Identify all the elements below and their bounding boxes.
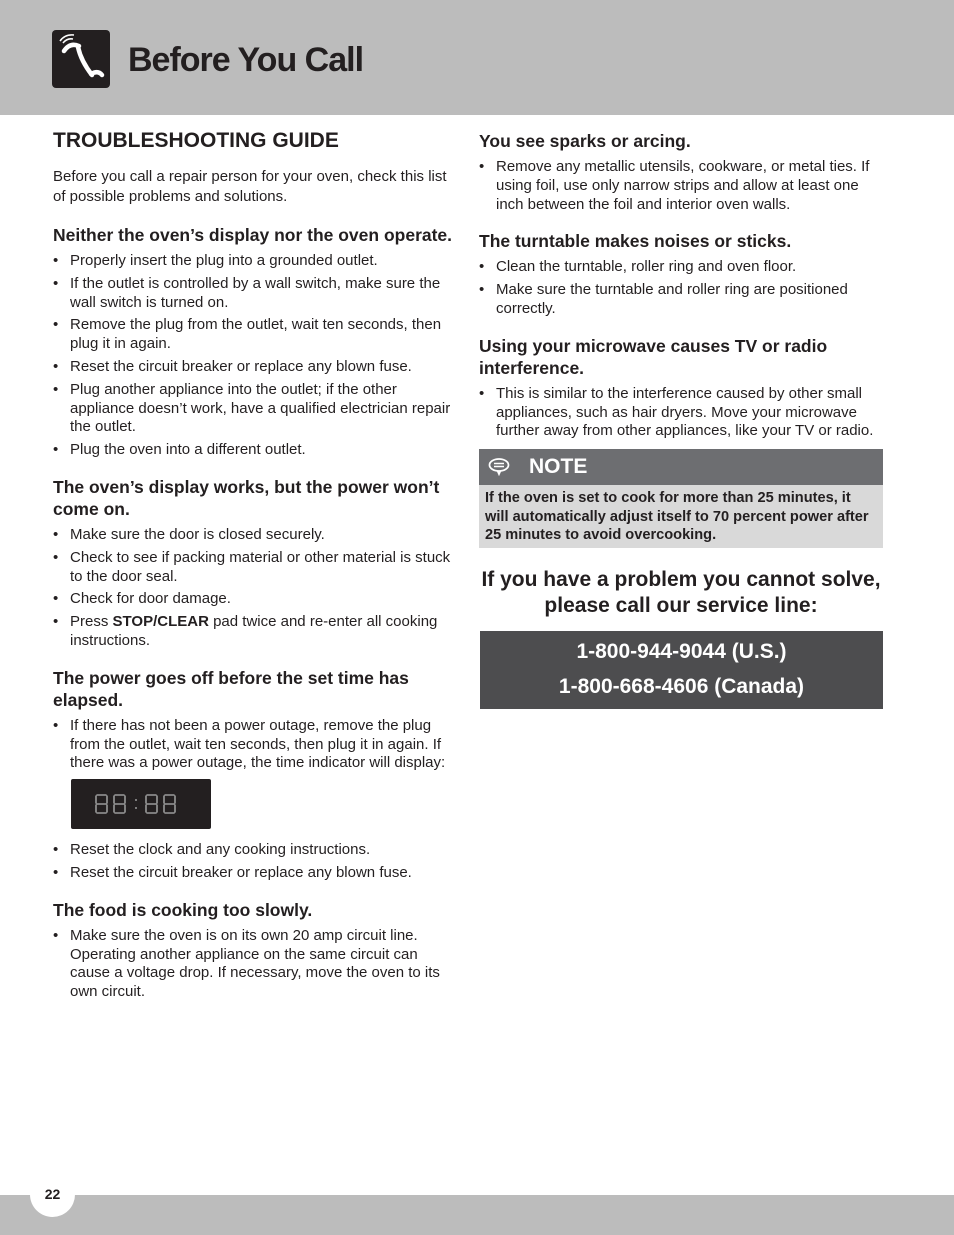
- list-item: • Clean the turntable, roller ring and oven floor.: [479, 258, 884, 277]
- phone-number-canada: 1-800-668-4606 (Canada): [558, 675, 805, 699]
- list-item: • Plug the oven into a different outlet.: [53, 441, 458, 460]
- section-heading: The turntable makes noises or sticks.: [479, 231, 792, 252]
- section-heading: You see sparks or arcing.: [479, 131, 691, 151]
- bullet-list: [53, 252, 458, 460]
- section-heading: The oven’s display works, but the power won’t come on.: [53, 476, 440, 519]
- list-item: • Reset the clock and any cooking instructions.: [53, 841, 458, 860]
- list-item: • Remove any metallic utensils, cookware, or metal ties. If using foil, use only narrow strips and allow at least one inch between the foil and interior oven walls.: [479, 158, 884, 214]
- note-text: If the oven is set to cook for more than 25 minutes, it will automatically adjust itself to 70 percent power after 25 minutes to avoid overcooking.: [479, 485, 883, 548]
- note-box: [479, 449, 883, 548]
- phone-icon: [52, 30, 110, 88]
- list-item: • If there has not been a power outage, remove the plug from the outlet, wait ten seconds, then plug it in again. If there was a power outage, the time indicator will display:: [53, 717, 458, 773]
- time-display-icon: [71, 779, 211, 829]
- intro-paragraph: Before you call a repair person for your oven, check this list of possible problems and solutions.: [53, 168, 447, 205]
- list-item: • Check to see if packing material or other material is stuck to the door seal.: [53, 549, 458, 587]
- service-phone-box: [480, 631, 883, 709]
- bullet-list: [53, 526, 458, 651]
- note-icon: [488, 458, 510, 476]
- list-item: • This is similar to the interference caused by other small appliances, such as hair dryers. Move your microwave further away from other appliances, like your TV or radio.: [479, 385, 884, 441]
- bullet-list: [479, 258, 884, 318]
- section-heading: The power goes off before the set time has elapsed.: [53, 667, 409, 710]
- service-callout: If you have a problem you cannot solve, please call our service line:: [481, 567, 881, 617]
- note-header: [479, 449, 883, 485]
- right-column: [479, 130, 884, 709]
- bullet-list: [53, 717, 458, 773]
- page-header: [0, 0, 954, 115]
- bullet-list: [53, 841, 458, 883]
- section-heading: Using your microwave causes TV or radio interference.: [479, 335, 828, 378]
- troubleshooting-title: TROUBLESHOOTING GUIDE: [53, 129, 339, 152]
- list-item: • Make sure the door is closed securely.: [53, 526, 458, 545]
- bullet-list: [479, 385, 884, 441]
- list-item-press-stop-clear: [53, 613, 458, 651]
- stop-clear-pad-label: STOP/CLEAR: [112, 613, 209, 631]
- page-footer: [0, 1195, 954, 1235]
- note-label: NOTE: [529, 455, 588, 479]
- list-item: • Properly insert the plug into a grounded outlet.: [53, 252, 458, 271]
- section-heading: Neither the oven’s display nor the oven operate.: [53, 225, 453, 245]
- list-item: • Plug another appliance into the outlet; if the other appliance doesn’t work, have a qualified electrician repair the outlet.: [53, 381, 458, 437]
- left-column: [53, 128, 458, 1018]
- list-item: • Check for door damage.: [53, 590, 458, 609]
- page-title: Before You Call: [128, 41, 364, 79]
- list-item: • Make sure the oven is on its own 20 amp circuit line. Operating another appliance on the same circuit can cause a voltage drop. If necessary, move the oven to its own circuit.: [53, 927, 458, 1002]
- list-item: • Reset the circuit breaker or replace any blown fuse.: [53, 358, 458, 377]
- page-number: 22: [30, 1172, 75, 1217]
- press-prefix: Press: [70, 613, 113, 631]
- list-item: • Reset the circuit breaker or replace any blown fuse.: [53, 864, 458, 883]
- list-item: • If the outlet is controlled by a wall switch, make sure the wall switch is turned on.: [53, 275, 458, 313]
- bullet-list: [479, 158, 884, 214]
- section-heading: The food is cooking too slowly.: [53, 899, 313, 920]
- list-item: • Remove the plug from the outlet, wait ten seconds, then plug it in again.: [53, 316, 458, 354]
- bullet-list: [53, 927, 458, 1002]
- list-item: • Make sure the turntable and roller ring are positioned correctly.: [479, 281, 884, 319]
- press-suffix: pad twice and re-enter all cooking instructions.: [70, 613, 438, 649]
- phone-number-us: 1-800-944-9044 (U.S.): [576, 640, 787, 664]
